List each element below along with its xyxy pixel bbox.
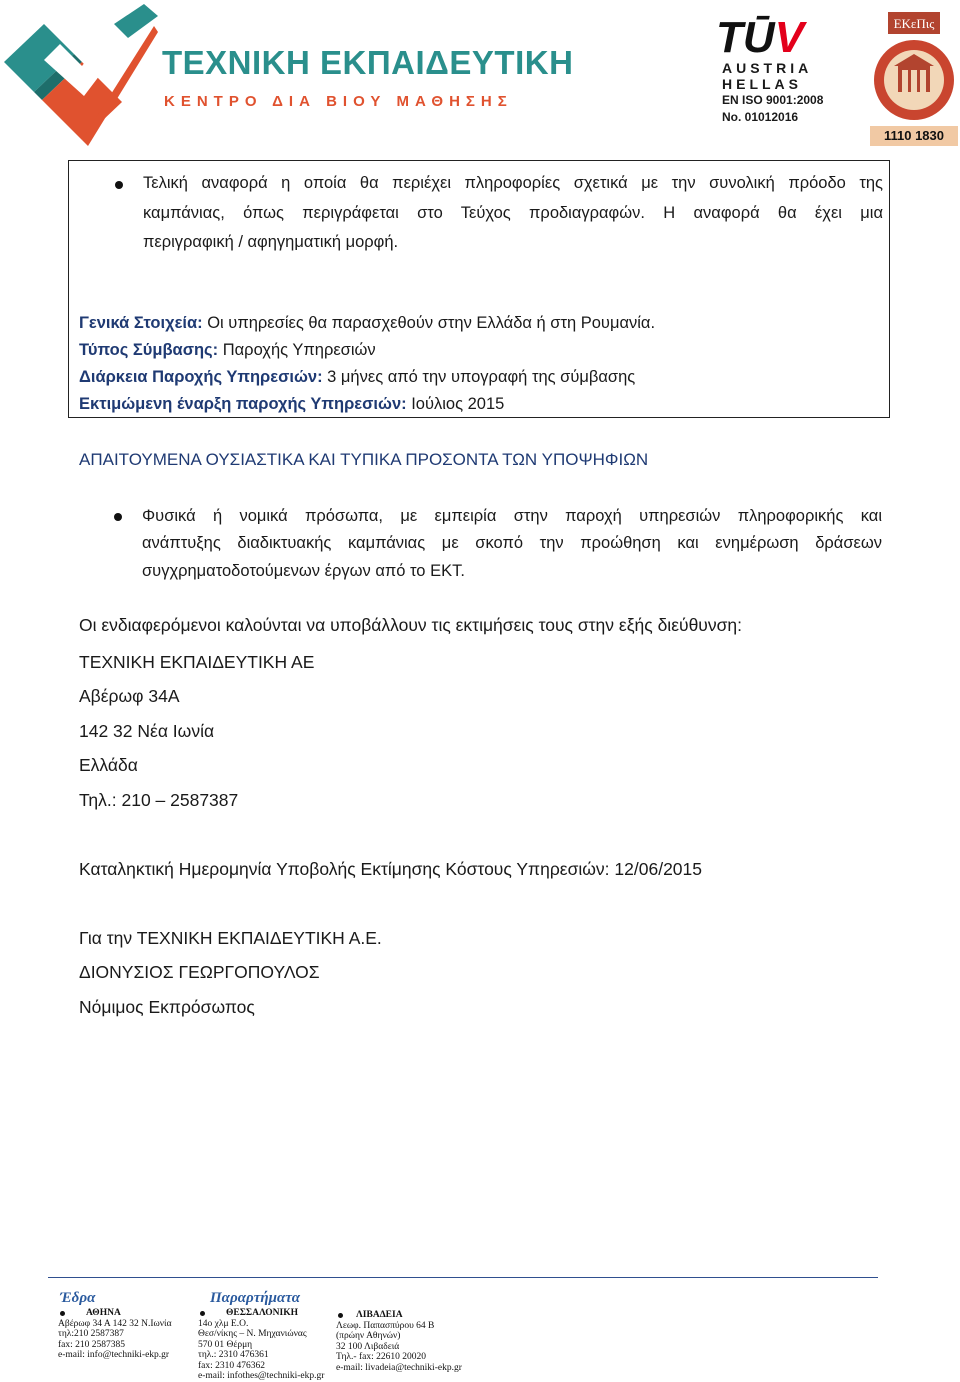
field-duration — [79, 364, 635, 391]
footer-line: e-mail: livadeia@techniki-ekp.gr — [336, 1362, 462, 1373]
signature-for: Για την ΤΕΧΝΙΚΗ ΕΚΠΑΙΔΕΥΤΙΚΗ Α.Ε. — [79, 928, 382, 948]
brand-name: ΤΕΧΝΙΚΗ ΕΚΠΑΙΔΕΥΤΙΚΗ — [162, 44, 574, 81]
bullet-icon — [200, 1311, 205, 1316]
footer-city: ΛΙΒΑΔΕΙΑ — [336, 1310, 462, 1321]
field-label: Διάρκεια Παροχής Υπηρεσιών: — [79, 368, 323, 386]
tuv-wordmark: TŪV — [716, 13, 805, 62]
seal-number: 1110 1830 — [870, 126, 958, 146]
footer-city: ΑΘΗΝΑ — [58, 1308, 172, 1319]
final-report-line-3: περιγραφική / αφηγηματική μορφή. — [143, 233, 399, 251]
field-general — [79, 310, 655, 337]
footer-line: Λεωφ. Παπασπύρου 64 Β — [336, 1320, 435, 1331]
footer-line: Αβέρωφ 34 Α 142 32 Ν.Ιωνία — [58, 1318, 172, 1329]
signature-role: Νόμιμος Εκπρόσωπος — [79, 997, 255, 1017]
tuv-iso: EN ISO 9001:2008 — [722, 93, 824, 107]
tuv-hellas: HELLAS — [722, 76, 802, 92]
footer-line: fax: 210 2587385 — [58, 1339, 126, 1350]
bullet-icon — [115, 181, 123, 189]
contact-company: ΤΕΧΝΙΚΗ ΕΚΠΑΙΔΕΥΤΙΚΗ ΑΕ — [79, 652, 315, 672]
footer-livadeia — [336, 1310, 462, 1373]
tuv-number: No. 01012016 — [722, 110, 799, 124]
contact-country: Ελλάδα — [79, 755, 138, 775]
footer-line: 32 100 Λιβαδειά — [336, 1341, 400, 1352]
footer-line: (πρώην Αθηνών) — [336, 1331, 401, 1341]
field-value: Οι υπηρεσίες θα παρασχεθούν στην Ελλάδα ή στη Ρουμανία. — [202, 314, 656, 332]
footer-line: e-mail: infothes@techniki-ekp.gr — [198, 1371, 325, 1381]
field-label: Εκτιμώμενη έναρξη παροχής Υπηρεσιών: — [79, 395, 407, 413]
footer-seat-heading: Έδρα — [60, 1290, 96, 1306]
contact-phone: Τηλ.: 210 – 2587387 — [79, 790, 239, 810]
footer-line: fax: 2310 476362 — [198, 1360, 266, 1371]
field-value: Παροχής Υπηρεσιών — [218, 341, 376, 359]
footer-thessaloniki — [198, 1308, 324, 1382]
footer-line: τηλ.: 2310 476361 — [198, 1350, 269, 1360]
footer-line: τηλ:210 2587387 — [58, 1329, 124, 1339]
bullet-icon — [114, 513, 122, 521]
requirement-line-3: συγχρηματοδοτούμενων έργων από το ΕΚΤ. — [142, 562, 465, 580]
footer-line: Τηλ.- fax: 22610 20020 — [336, 1352, 426, 1362]
requirements-heading: ΑΠΑΙΤΟΥΜΕΝΑ ΟΥΣΙΑΣΤΙΚΑ ΚΑΙ ΤΥΠΙΚΑ ΠΡΟΣΟΝΤΑ ΤΩΝ ΥΠΟΨΗΦΙΩΝ — [79, 450, 649, 469]
tuv-austria: AUSTRIA — [722, 60, 813, 76]
field-label: Γενικά Στοιχεία: — [79, 314, 203, 332]
footer-athens — [58, 1308, 172, 1361]
contract-info-box — [68, 160, 890, 418]
field-value: Ιούλιος 2015 — [406, 395, 505, 413]
brand-subtitle: ΚΕΝΤΡΟ ΔΙΑ ΒΙΟΥ ΜΑΘΗΣΗΣ — [164, 93, 513, 110]
requirement-line-2: ανάπτυξης διαδικτυακής καμπάνιας με σκοπό την προώθηση και ενημέρωση δράσεων — [142, 534, 882, 552]
tuv-certification-logo — [716, 13, 832, 132]
final-report-line-2: καμπάνιας, όπως περιγράφεται στο Τεύχος προδιαγραφών. Η αναφορά θα έχει μια — [143, 204, 883, 222]
footer-divider — [48, 1277, 878, 1278]
footer-city: ΘΕΣΣΑΛΟΝΙΚΗ — [198, 1308, 324, 1319]
seal-emblem-icon — [868, 8, 960, 126]
ekepis-seal — [868, 8, 960, 148]
footer-branches-heading: Παραρτήματα — [210, 1290, 300, 1306]
footer-line: 570 01 Θέρμη — [198, 1339, 253, 1350]
bullet-icon — [60, 1311, 65, 1316]
bullet-icon — [338, 1313, 343, 1318]
field-value: 3 μήνες από την υπογραφή της σύμβασης — [322, 368, 636, 386]
field-label: Τύπος Σύμβασης: — [79, 341, 219, 359]
final-report-line-1: Τελική αναφορά η οποία θα περιέχει πληροφορίες σχετικά με την συνολική πρόοδο της — [143, 174, 883, 192]
contact-city: 142 32 Νέα Ιωνία — [79, 721, 215, 741]
contact-street: Αβέρωφ 34Α — [79, 686, 180, 706]
company-logo-mark — [4, 4, 158, 146]
footer-line: Θεσ/νίκης – Ν. Μηχανιώνας — [198, 1329, 307, 1339]
contact-intro: Οι ενδιαφερόμενοι καλούνται να υποβάλλουν τις εκτιμήσεις τους στην εξής διεύθυνση: — [79, 615, 743, 635]
field-contract-type — [79, 337, 376, 364]
deadline: Καταληκτική Ημερομηνία Υποβολής Εκτίμησης Κόστους Υπηρεσιών: 12/06/2015 — [79, 859, 702, 879]
requirement-line-1: Φυσικά ή νομικά πρόσωπα, με εμπειρία στην παροχή υπηρεσιών πληροφορικής και — [142, 507, 882, 525]
svg-text:ΕΚεΠις: ΕΚεΠις — [893, 16, 935, 31]
footer-line: e-mail: info@techniki-ekp.gr — [58, 1350, 170, 1360]
field-start — [79, 391, 504, 418]
signature-name: ΔΙΟΝΥΣΙΟΣ ΓΕΩΡΓΟΠΟΥΛΟΣ — [79, 962, 320, 982]
footer-line: 14ο χλμ Ε.Ο. — [198, 1318, 249, 1329]
